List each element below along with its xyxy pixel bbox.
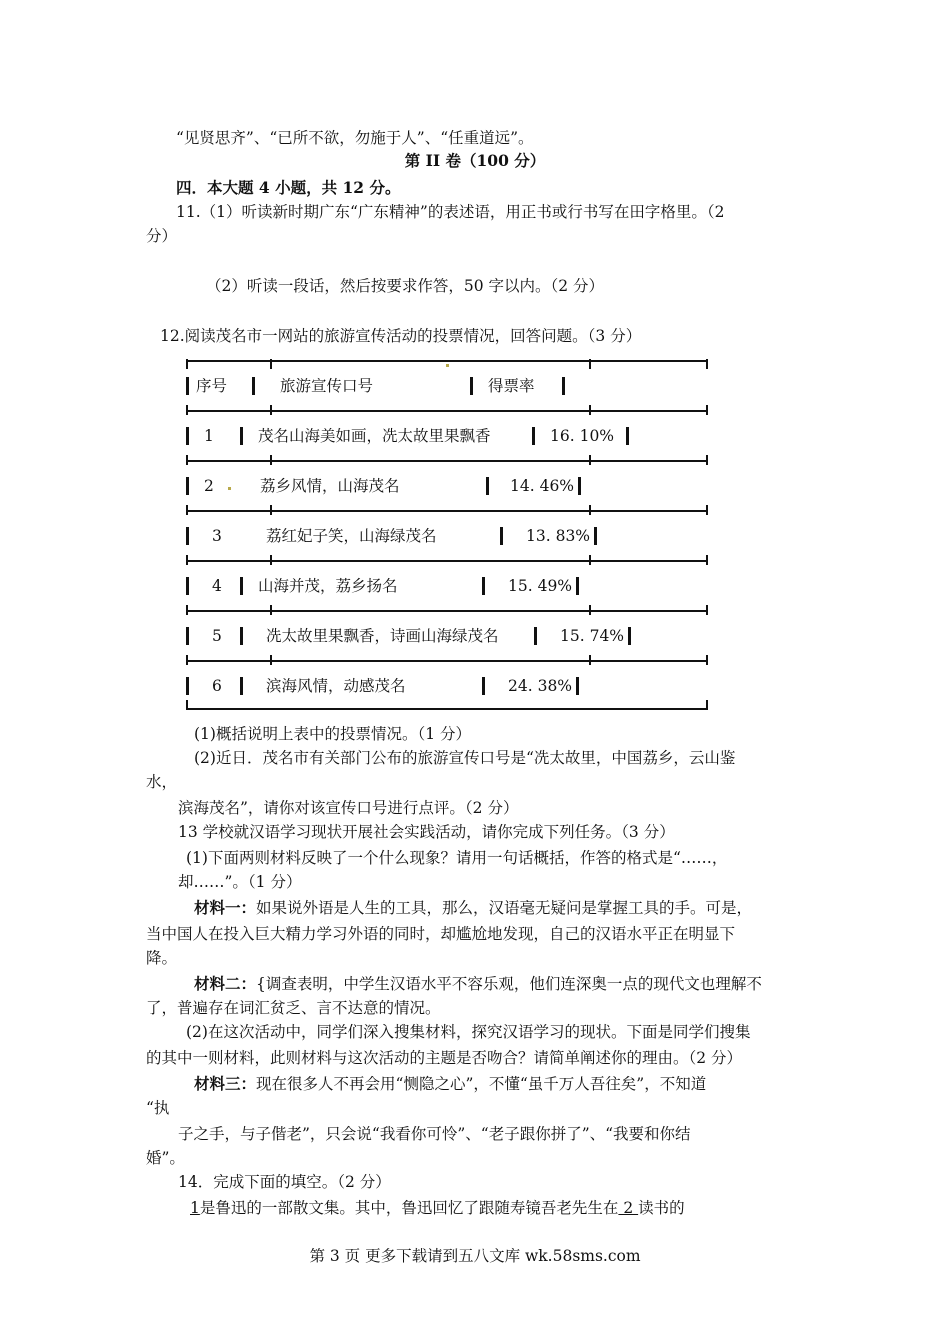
table-rule — [186, 610, 708, 612]
cell-bar — [186, 477, 189, 495]
cell-bar — [240, 427, 243, 445]
table-tick — [706, 455, 708, 465]
material-1-cont2: 降。 — [146, 949, 178, 967]
cell-bar — [240, 627, 243, 645]
table-tick — [270, 405, 272, 415]
question-11-1: 11.（1）听读新时期广东“广东精神”的表述语，用正书或行书写在田字格里。（2 — [176, 203, 725, 221]
speck — [228, 487, 231, 490]
material-3 — [194, 1074, 706, 1094]
cell-bar — [186, 627, 189, 645]
row-no: 6 — [212, 677, 222, 695]
table-tick — [270, 455, 272, 465]
row-rate: 13. 83% — [526, 527, 591, 545]
fill-text: 是鲁迅的一部散文集。其中，鲁迅回忆了跟随寿镜吾老先生在 — [199, 1199, 619, 1217]
table-tick — [589, 555, 591, 565]
table-tick — [186, 700, 188, 710]
table-tick — [186, 605, 188, 615]
material-2-cont: 了，普遍存在词汇贫乏、言不达意的情况。 — [146, 999, 441, 1017]
table-tick — [706, 405, 708, 415]
cell-bar — [534, 627, 537, 645]
table-tick — [186, 555, 188, 565]
row-rate: 15. 74% — [560, 627, 625, 645]
material-text: 如果说外语是人生的工具，那么，汉语毫无疑问是掌握工具的手。可是， — [256, 899, 753, 917]
question-13: 13 学校就汉语学习现状开展社会实践活动，请你完成下列任务。（3 分） — [178, 823, 675, 841]
row-rate: 14. 46% — [510, 477, 575, 495]
speck — [446, 364, 449, 367]
material-1 — [194, 898, 752, 918]
question-13-1: (1)下面两则材料反映了一个什么现象？请用一句话概括，作答的格式是“……， — [186, 849, 728, 867]
cell-bar — [186, 677, 189, 695]
cell-bar — [186, 577, 189, 595]
table-rule — [186, 360, 708, 362]
cell-bar — [252, 377, 255, 395]
blank-1: 1 — [190, 1199, 200, 1217]
question-12-2: (2)近日．茂名市有关部门公布的旅游宣传口号是“冼太故里，中国荔乡，云山鉴 — [194, 749, 736, 767]
row-no: 3 — [212, 527, 222, 545]
material-text: 现在很多人不再会用“恻隐之心”，不懂“虽千万人吾往矣”，不知道 — [256, 1075, 707, 1093]
table-tick — [186, 359, 188, 369]
cell-bar — [186, 427, 189, 445]
table-tick — [589, 655, 591, 665]
cell-bar — [532, 427, 535, 445]
row-slogan: 滨海风情，动感茂名 — [266, 677, 406, 695]
row-no: 1 — [204, 427, 214, 445]
cell-bar — [486, 477, 489, 495]
row-rate: 24. 38% — [508, 677, 573, 695]
question-12-2-cont: 水， — [146, 773, 178, 791]
question-11-1-cont: 分） — [146, 227, 178, 245]
fill-text-end: 读书的 — [638, 1199, 685, 1217]
cell-bar — [628, 627, 631, 645]
material-1-cont: 当中国人在投入巨大精力学习外语的同时，却尴尬地发现，自己的汉语水平正在明显下 — [146, 925, 736, 943]
table-tick — [270, 655, 272, 665]
material-3-cont: “执 — [146, 1099, 170, 1117]
table-rule — [186, 560, 708, 562]
table-tick — [270, 359, 272, 369]
table-tick — [589, 605, 591, 615]
table-rule — [186, 410, 708, 412]
page-footer: 第 3 页 更多下载请到五八文库 wk.58sms.com — [309, 1247, 641, 1265]
material-label: 材料一： — [194, 898, 257, 917]
cell-bar — [186, 377, 189, 395]
row-slogan: 山海并茂，荔乡扬名 — [258, 577, 398, 595]
cell-bar — [594, 527, 597, 545]
table-tick — [186, 455, 188, 465]
cell-bar — [576, 677, 579, 695]
header-rate: 得票率 — [488, 377, 535, 395]
row-slogan: 冼太故里果飘香，诗画山海绿茂名 — [266, 627, 499, 645]
table-tick — [589, 359, 591, 369]
table-rule — [186, 660, 708, 662]
header-no: 序号 — [196, 377, 228, 395]
question-12-1: (1)概括说明上表中的投票情况。（1 分） — [194, 725, 471, 743]
cell-bar — [470, 377, 473, 395]
blank-2: 2 — [618, 1199, 639, 1217]
cell-bar — [500, 527, 503, 545]
cell-bar — [482, 577, 485, 595]
cell-bar — [482, 677, 485, 695]
table-rule — [186, 460, 708, 462]
row-rate: 16. 10% — [550, 427, 615, 445]
table-tick — [706, 505, 708, 515]
cell-bar — [562, 377, 565, 395]
question-13-2: (2)在这次活动中，同学们深入搜集材料，探究汉语学习的现状。下面是同学们搜集 — [186, 1023, 751, 1041]
row-slogan: 茂名山海美如画，冼太故里果飘香 — [258, 427, 491, 445]
table-tick — [186, 505, 188, 515]
cell-bar — [576, 577, 579, 595]
cell-bar — [240, 677, 243, 695]
table-tick — [270, 605, 272, 615]
question-14-line — [190, 1198, 685, 1218]
table-tick — [270, 505, 272, 515]
cell-bar — [240, 577, 243, 595]
question-12-2-cont2: 滨海茂名”，请你对该宣传口号进行点评。（2 分） — [178, 799, 519, 817]
question-13-2-cont: 的其中一则材料，此则材料与这次活动的主题是否吻合？请简单阐述你的理由。（2 分） — [146, 1049, 743, 1067]
table-tick — [270, 555, 272, 565]
table-tick — [706, 700, 708, 710]
table-tick — [706, 655, 708, 665]
row-slogan: 荔红妃子笑，山海绿茂名 — [266, 527, 437, 545]
cell-bar — [578, 477, 581, 495]
row-slogan: 荔乡风情，山海茂名 — [260, 477, 400, 495]
table-tick — [589, 455, 591, 465]
table-tick — [706, 605, 708, 615]
question-13-1-cont: 却……”。（1 分） — [178, 873, 302, 891]
table-tick — [706, 555, 708, 565]
table-tick — [706, 359, 708, 369]
row-no: 4 — [212, 577, 222, 595]
table-rule — [186, 708, 708, 710]
section-heading: 第 II 卷（100 分） — [404, 151, 546, 170]
material-3-cont3: 婚”。 — [146, 1149, 185, 1167]
cell-bar — [186, 527, 189, 545]
question-11-2: （2）听读一段话，然后按要求作答，50 字以内。（2 分） — [206, 277, 605, 295]
row-no: 2 — [204, 477, 214, 495]
table-tick — [589, 505, 591, 515]
row-no: 5 — [212, 627, 222, 645]
header-slogan: 旅游宣传口号 — [280, 377, 374, 395]
cell-bar — [626, 427, 629, 445]
material-label: 材料二： — [194, 974, 257, 993]
text-line: “见贤思齐”、“已所不欲，勿施于人”、“任重道远”。 — [176, 129, 534, 147]
question-group-heading: 四．本大题 4 小题，共 12 分。 — [176, 178, 401, 197]
material-label: 材料三： — [194, 1074, 257, 1093]
question-14: 14．完成下面的填空。（2 分） — [178, 1173, 391, 1191]
question-12: 12.阅读茂名市一网站的旅游宣传活动的投票情况，回答问题。（3 分） — [160, 327, 642, 345]
material-3-cont2: 子之手，与子偕老”，只会说“我看你可怜”、“老子跟你拼了”、“我要和你结 — [178, 1125, 691, 1143]
table-tick — [589, 405, 591, 415]
material-2 — [194, 974, 762, 994]
table-rule — [186, 510, 708, 512]
table-tick — [186, 405, 188, 415]
row-rate: 15. 49% — [508, 577, 573, 595]
table-tick — [186, 655, 188, 665]
material-text: {调查表明，中学生汉语水平不容乐观，他们连深奥一点的现代文也理解不 — [256, 975, 762, 993]
